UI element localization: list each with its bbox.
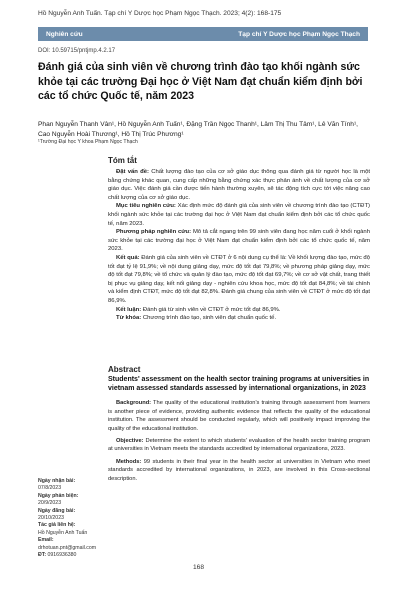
summary-keywords bbox=[108, 314, 370, 323]
running-header: Hồ Nguyễn Anh Tuấn. Tạp chí Y Dược học Phạm Ngọc Thạch. 2023; 4(2): 168-175 bbox=[38, 10, 282, 17]
summary-background-text: Chất lượng đào tạo của cơ sở giáo dục thông qua đánh giá từ người học là một bằng chứng khác quan, cung cấp những bằng chứng xác thực phản ánh về chất lượng của cơ sở giáo dục. Việc đánh giá cần được tiến hành thường xuyên, sẽ tác động tích cực tới việc nâng cao chất lượng của cơ sở giáo dục. bbox=[108, 169, 370, 201]
phone-row bbox=[38, 552, 104, 559]
summary-results-label: Kết quả: bbox=[116, 254, 140, 261]
section-bar bbox=[38, 27, 368, 41]
summary-background-label: Đặt vấn đề: bbox=[116, 169, 149, 175]
author-contact-name: Hồ Nguyễn Anh Tuấn bbox=[38, 529, 88, 536]
article-title: Đánh giá của sinh viên về chương trình đào tạo khối ngành sức khỏe tại các trường Đại học ở Việt Nam đạt chuẩn kiểm định bởi các tổ chức Quốc tế, năm 2023 bbox=[38, 61, 363, 103]
journal-name: Tạp chí Y Dược học Phạm Ngọc Thạch bbox=[238, 30, 360, 38]
abstract-background-text: The quality of the educational institution's training through assessment from learners is another piece of evidence, providing authentic evidence that reflects the quality of the educational institution. The assessment should be conducted regularly, which will positively impact improving the quality of the educational institution. bbox=[108, 400, 370, 432]
phone-value: 0916936380 bbox=[47, 552, 77, 559]
affiliation: ¹Trường Đại học Y khoa Phạm Ngọc Thạch bbox=[38, 139, 138, 145]
published-date: 20/10/2023 bbox=[38, 515, 64, 522]
vietnamese-summary bbox=[108, 156, 370, 323]
summary-conclusion-text: Đánh giá từ sinh viên về CTĐT ở mức tốt đạt 86,9%. bbox=[141, 306, 281, 313]
author-contact-label: Tác giả liên hệ: bbox=[38, 522, 76, 529]
summary-methods-label: Phương pháp nghiên cứu: bbox=[116, 229, 192, 236]
summary-methods-text: Mô tả cắt ngang trên 99 sinh viên đang học năm cuối ở khối ngành sức khỏe tại các trường đại học ở Việt Nam đạt chuẩn kiểm định bởi các tổ chức quốc tế, năm 2023. bbox=[108, 229, 370, 253]
phone-label: ĐT: bbox=[38, 552, 47, 559]
published-label: Ngày đăng bài: bbox=[38, 507, 76, 514]
author-list: Phan Nguyễn Thanh Vân¹, Hồ Nguyễn Anh Tuấn¹, Đặng Trần Ngọc Thanh¹, Lâm Thị Thu Tâm¹, Lê Văn Tính¹, Cao Nguyễn Hoài Thương¹, Hồ Thị Trúc Phương¹ bbox=[38, 121, 358, 138]
abstract-objective bbox=[108, 437, 370, 454]
summary-keywords-label: Từ khóa: bbox=[116, 315, 142, 322]
summary-keywords-text: Chương trình đào tạo, sinh viên đạt chuẩn quốc tế. bbox=[141, 315, 277, 322]
summary-results bbox=[108, 254, 370, 306]
summary-objective bbox=[108, 202, 370, 228]
abstract-background bbox=[108, 399, 370, 433]
summary-heading: Tóm tắt bbox=[108, 156, 137, 165]
email-label: Email: bbox=[38, 537, 54, 544]
summary-objective-text: Xác định mức độ đánh giá của sinh viên về chương trình đào tạo (CTĐT) khối ngành sức khỏe tại các trường đại học ở Việt Nam đạt chuẩn kiểm định bởi các tổ chức quốc tế, năm 2023. bbox=[108, 203, 371, 227]
email-value[interactable]: drhotuan.pnt@gmail.com bbox=[38, 544, 97, 551]
abstract-title: Students' assessment on the health sector training programs at universities in vietnam assessed standards assessed by international organizations, in 2023 bbox=[108, 376, 370, 393]
doi[interactable]: DOI: 10.59715/pntjmp.4.2.17 bbox=[38, 48, 116, 54]
received-label: Ngày nhận bài: bbox=[38, 478, 76, 484]
summary-conclusion-label: Kết luận: bbox=[116, 306, 142, 313]
english-abstract bbox=[108, 365, 370, 487]
abstract-objective-label: Objective: bbox=[116, 438, 144, 445]
received-date: 07/8/2023 bbox=[38, 485, 62, 492]
summary-objective-label: Mục tiêu nghiên cứu: bbox=[116, 203, 176, 210]
abstract-methods-label: Methods: bbox=[116, 458, 142, 465]
summary-results-text: Đánh giá của sinh viên về CTĐT ở 6 nội dung cụ thể là: Về khối lượng đào tạo, mức độ tốt đạt tỷ lệ 91,9%; về nội dung giảng dạy, mức độ tốt đạt 79,8%; về phương pháp giảng dạy, mức độ tốt đạt 79,8%; về tổ chức và quản lý đào tạo, mức độ tốt đạt 69,7%; về cơ sở vật chất, trang thiết bị phục vụ giảng dạy, kết nối giảng dạy - nghiên cứu khoa học, mức độ tốt đạt 84,8%; về tài chính và kiểm định CTĐT, mức độ tốt đạt 82,8%. Đánh giá chung của sinh viên về CTĐT ở mức độ tốt đạt 86,9%. bbox=[108, 254, 370, 304]
summary-background bbox=[108, 168, 370, 202]
page-number: 168 bbox=[193, 564, 205, 571]
abstract-methods bbox=[108, 458, 370, 483]
abstract-methods-text: 99 students in their final year in the health sector at universities in Vietnam who meet standards accredited by international organizations, in 2023, are involved in this Cross-sectional description. bbox=[108, 458, 370, 482]
article-meta bbox=[38, 478, 104, 559]
abstract-background-label: Background: bbox=[116, 400, 152, 407]
review-label: Ngày phản biện: bbox=[38, 492, 79, 499]
review-date: 20/9/2023 bbox=[38, 500, 62, 507]
summary-methods bbox=[108, 228, 370, 254]
summary-conclusion bbox=[108, 306, 370, 315]
abstract-objective-text: Determine the extent to which students' evaluation of the health sector training program at universities in Vietnam meets the standards accredited by international organizations, 2023. bbox=[108, 438, 370, 453]
section-label: Nghiên cứu bbox=[46, 30, 83, 38]
abstract-heading: Abstract bbox=[108, 365, 141, 374]
